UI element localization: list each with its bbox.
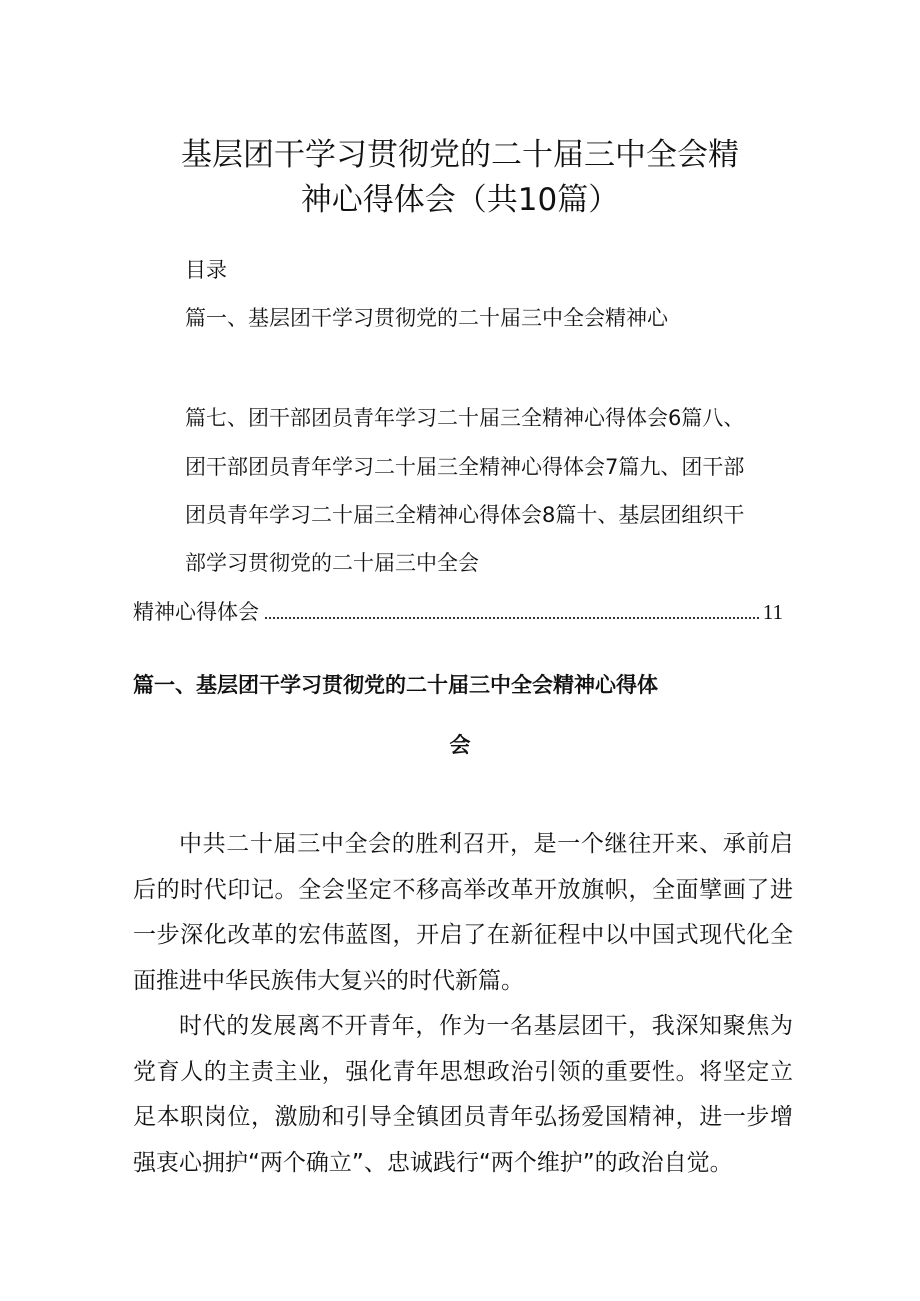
toc-heading: 目录	[185, 258, 227, 282]
toc-entry-10[interactable]: 部学习贯彻党的二十届三中全会	[185, 551, 479, 575]
toc-entry-7-8[interactable]: 篇七、团干部团员青年学习二十届三全精神心得体会6篇八、	[185, 406, 745, 430]
document-title-line-1: 基层团干学习贯彻党的二十届三中全会精	[181, 137, 739, 173]
section-heading-line-2: 会	[449, 733, 471, 757]
body-paragraph-1: 中共二十届三中全会的胜利召开，是一个继往开来、承前启后的时代印记。全会坚定不移高举改革开放旗帜，全面擘画了进一步深化改革的宏伟蓝图，开启了在新征程中以中国式现代化全面推进中华民族伟大复兴的时代新篇。	[133, 831, 793, 994]
toc-entry-8-9[interactable]: 团干部团员青年学习二十届三全精神心得体会7篇九、团干部	[185, 455, 745, 479]
section-heading-line-1: 篇一、基层团干学习贯彻党的二十届三中全会精神心得体	[133, 673, 658, 697]
toc-entry-last-text: 精神心得体会	[133, 600, 259, 624]
body-paragraph-2: 时代的发展离不开青年，作为一名基层团干，我深知聚焦为党育人的主责主业，强化青年思想政治引领的重要性。将坚定立足本职岗位，激励和引导全镇团员青年弘扬爱国精神，进一步增强衷心拥护“两个确立”、忠诚践行“两个维护”的政治自觉。	[133, 1013, 793, 1176]
toc-page-number: 11	[762, 600, 783, 624]
document-title-line-2: 神心得体会（共10篇）	[300, 182, 620, 218]
toc-entry-9-10[interactable]: 团员青年学习二十届三全精神心得体会8篇十、基层团组织干	[185, 503, 745, 527]
toc-entry-last[interactable]	[133, 597, 783, 627]
toc-entry-1[interactable]: 篇一、基层团干学习贯彻党的二十届三中全会精神心	[185, 306, 668, 330]
toc-dot-leader	[265, 616, 759, 619]
